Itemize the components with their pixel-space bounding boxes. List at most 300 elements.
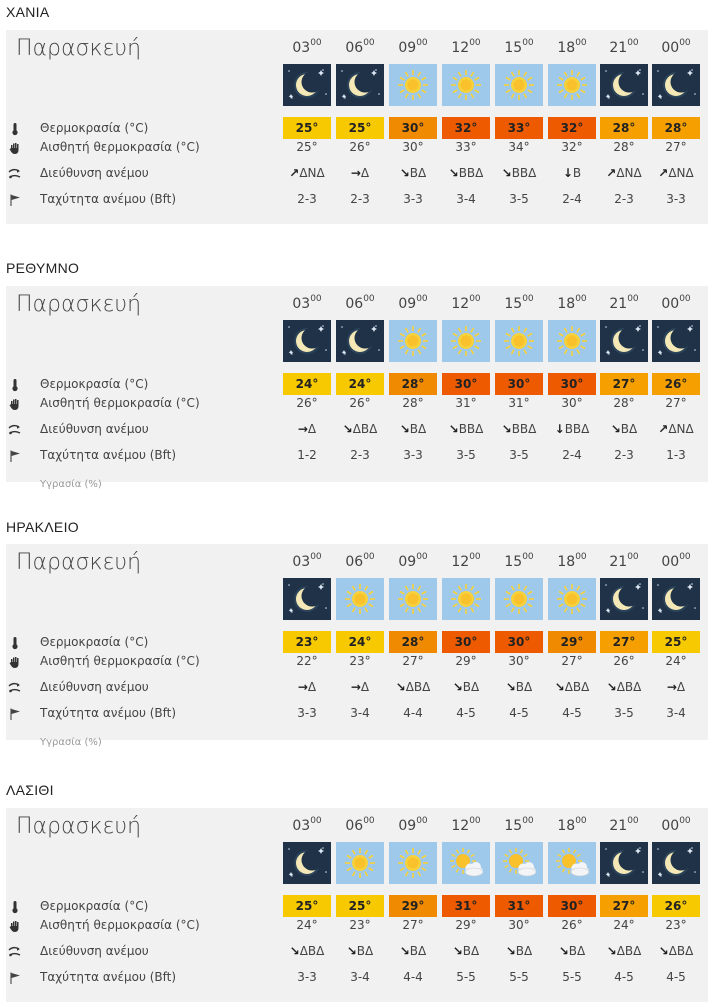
row-label-wind-direction: Διεύθυνση ανέμου	[40, 680, 149, 694]
hour-value: 00	[661, 40, 680, 56]
sun-icon	[495, 64, 543, 106]
minute-value: 00	[522, 816, 534, 826]
hand-icon	[8, 141, 22, 155]
hour-value: 18	[557, 40, 576, 56]
wind-arrow-icon: ↘	[395, 680, 406, 694]
hour-value: 12	[451, 40, 470, 56]
wind-arrow-icon: ↘	[501, 166, 512, 180]
temperature-cell: 30°	[548, 373, 596, 395]
region-title: ΡΕΘΥΜΝΟ	[6, 260, 80, 276]
wind-speed-cell: 3-5	[509, 448, 529, 462]
minute-value: 00	[310, 552, 322, 562]
minute-value: 00	[416, 552, 428, 562]
flag-icon	[8, 971, 22, 985]
wind-arrow-icon: ↘	[501, 422, 512, 436]
sun-icon	[389, 320, 437, 362]
wind-direction-cell	[440, 944, 492, 958]
hour-label	[650, 554, 702, 570]
hour-value: 21	[609, 40, 628, 56]
minute-value: 00	[469, 552, 481, 562]
wind-speed-cell: 1-2	[297, 448, 317, 462]
minute-value: 00	[416, 38, 428, 48]
row-label-wind-speed: Ταχύτητα ανέμου (Bft)	[40, 706, 177, 720]
wind-speed-cell: 3-5	[614, 706, 634, 720]
temperature-cell: 24°	[336, 373, 384, 395]
temperature-cell: 25°	[283, 895, 331, 917]
wind-speed-cell: 2-3	[614, 448, 634, 462]
hour-value: 15	[504, 40, 523, 56]
hour-value: 15	[504, 554, 523, 570]
minute-value: 00	[363, 816, 375, 826]
wind-direction-text: ΒΔ	[515, 944, 533, 958]
wind-direction-text: ΔΒΔ	[405, 680, 431, 694]
feels-like-cell: 27°	[665, 140, 687, 154]
wind-direction-cell	[493, 944, 545, 958]
wind-direction-cell	[598, 680, 650, 694]
hour-label	[598, 554, 650, 570]
hour-label	[440, 40, 492, 56]
wind-direction-cell	[281, 166, 333, 180]
feels-like-cell: 32°	[561, 140, 583, 154]
wind-direction-cell	[546, 166, 598, 180]
wind-direction-cell	[598, 166, 650, 180]
moon-icon	[652, 320, 700, 362]
minute-value: 00	[363, 38, 375, 48]
wind-arrow-icon: ↗	[658, 422, 669, 436]
wind-direction-text: ΒΔ	[409, 944, 427, 958]
moon-icon	[600, 320, 648, 362]
minute-value: 00	[469, 38, 481, 48]
minute-value: 00	[310, 294, 322, 304]
row-label-temperature: Θερμοκρασία (°C)	[40, 377, 149, 391]
wind-arrow-icon: ↓	[554, 422, 565, 436]
feels-like-cell: 27°	[561, 654, 583, 668]
hour-value: 12	[451, 554, 470, 570]
feels-like-cell: 23°	[349, 918, 371, 932]
moon-icon	[283, 578, 331, 620]
hour-label	[598, 818, 650, 834]
hour-value: 18	[557, 554, 576, 570]
wind-speed-cell: 4-5	[666, 970, 686, 984]
wind-speed-cell: 3-3	[666, 192, 686, 206]
day-label: Παρασκευή	[16, 36, 142, 61]
minute-value: 00	[416, 294, 428, 304]
row-label-wind-speed: Ταχύτητα ανέμου (Bft)	[40, 192, 177, 206]
feels-like-cell: 27°	[665, 396, 687, 410]
minute-value: 00	[627, 816, 639, 826]
hour-value: 00	[661, 296, 680, 312]
wind-direction-text: Δ	[676, 680, 686, 694]
wind-direction-cell	[546, 680, 598, 694]
hour-label	[334, 818, 386, 834]
feels-like-cell: 31°	[508, 396, 530, 410]
hour-value: 12	[451, 818, 470, 834]
wind-arrow-icon: ↗	[289, 166, 300, 180]
row-label-feels-like: Αισθητή θερμοκρασία (°C)	[40, 396, 200, 410]
temperature-cell: 31°	[442, 895, 490, 917]
hour-value: 15	[504, 818, 523, 834]
hour-value: 09	[398, 554, 417, 570]
wind-speed-cell: 3-3	[297, 706, 317, 720]
wind-direction-icon	[8, 167, 22, 181]
sun-icon	[442, 578, 490, 620]
hour-value: 09	[398, 296, 417, 312]
wind-direction-cell	[440, 166, 492, 180]
feels-like-cell: 26°	[296, 396, 318, 410]
wind-arrow-icon: ↘	[452, 944, 463, 958]
wind-arrow-icon: →	[297, 422, 308, 436]
wind-direction-text: ΔΒΔ	[616, 680, 642, 694]
wind-direction-cell	[387, 166, 439, 180]
wind-arrow-icon: →	[350, 680, 361, 694]
feels-like-cell: 26°	[349, 396, 371, 410]
wind-direction-cell	[334, 944, 386, 958]
row-label-wind-direction: Διεύθυνση ανέμου	[40, 422, 149, 436]
wind-direction-cell	[440, 422, 492, 436]
wind-speed-cell: 4-4	[403, 706, 423, 720]
hour-value: 06	[345, 40, 364, 56]
minute-value: 00	[522, 294, 534, 304]
moon-icon	[283, 320, 331, 362]
hour-label	[334, 296, 386, 312]
wind-arrow-icon: ↗	[658, 166, 669, 180]
hour-label	[650, 296, 702, 312]
moon-icon	[652, 578, 700, 620]
hour-value: 09	[398, 40, 417, 56]
wind-direction-text: ΒΔ	[462, 944, 480, 958]
temperature-cell: 28°	[389, 631, 437, 653]
hour-value: 06	[345, 818, 364, 834]
wind-direction-text: ΔΝΔ	[616, 166, 642, 180]
wind-speed-cell: 2-3	[350, 192, 370, 206]
moon-icon	[600, 842, 648, 884]
wind-arrow-icon: →	[297, 680, 308, 694]
wind-direction-text: Δ	[307, 680, 317, 694]
feels-like-cell: 24°	[296, 918, 318, 932]
wind-arrow-icon: ↘	[558, 944, 569, 958]
wind-speed-cell: 3-3	[297, 970, 317, 984]
wind-arrow-icon: ↘	[610, 422, 621, 436]
hour-label	[387, 40, 439, 56]
flag-icon	[8, 707, 22, 721]
wind-arrow-icon: ↗	[606, 166, 617, 180]
wind-speed-cell: 4-5	[562, 706, 582, 720]
wind-direction-cell	[493, 422, 545, 436]
wind-direction-text: ΒΒΔ	[458, 422, 484, 436]
minute-value: 00	[310, 816, 322, 826]
hour-value: 03	[292, 296, 311, 312]
minute-value: 00	[469, 294, 481, 304]
feels-like-cell: 30°	[402, 140, 424, 154]
temperature-cell: 32°	[548, 117, 596, 139]
temperature-cell: 30°	[442, 373, 490, 395]
wind-arrow-icon: ↘	[342, 422, 353, 436]
wind-direction-icon	[8, 681, 22, 695]
hour-label	[598, 296, 650, 312]
sun-icon	[495, 578, 543, 620]
minute-value: 00	[416, 816, 428, 826]
feels-like-cell: 27°	[402, 654, 424, 668]
thermometer-icon	[8, 122, 22, 136]
hour-label	[334, 40, 386, 56]
wind-arrow-icon: ↘	[399, 944, 410, 958]
wind-direction-cell	[598, 422, 650, 436]
hour-label	[493, 818, 545, 834]
minute-value: 00	[679, 552, 691, 562]
wind-arrow-icon: ↘	[448, 166, 459, 180]
temperature-cell: 29°	[548, 631, 596, 653]
feels-like-cell: 24°	[665, 654, 687, 668]
feels-like-cell: 31°	[455, 396, 477, 410]
hand-icon	[8, 655, 22, 669]
wind-direction-text: ΒΒΔ	[458, 166, 484, 180]
sun-cloud-icon	[495, 842, 543, 884]
feels-like-cell: 23°	[665, 918, 687, 932]
minute-value: 00	[363, 294, 375, 304]
wind-arrow-icon: ↘	[399, 422, 410, 436]
minute-value: 00	[679, 38, 691, 48]
temperature-cell: 26°	[652, 895, 700, 917]
sun-cloud-icon	[548, 842, 596, 884]
sun-cloud-icon	[442, 842, 490, 884]
wind-direction-cell	[387, 680, 439, 694]
feels-like-cell: 28°	[613, 140, 635, 154]
feels-like-cell: 22°	[296, 654, 318, 668]
hour-label	[546, 554, 598, 570]
wind-arrow-icon: ↘	[658, 944, 669, 958]
wind-arrow-icon: ↘	[505, 944, 516, 958]
temperature-cell: 27°	[600, 895, 648, 917]
hour-value: 09	[398, 818, 417, 834]
moon-icon	[336, 64, 384, 106]
moon-icon	[336, 320, 384, 362]
wind-direction-text: ΔΒΔ	[616, 944, 642, 958]
wind-direction-text: ΒΔ	[568, 944, 586, 958]
temperature-cell: 28°	[389, 373, 437, 395]
thermometer-icon	[8, 900, 22, 914]
wind-arrow-icon: ↘	[452, 680, 463, 694]
row-label-humidity-partial: Υγρασία (%)	[40, 479, 102, 490]
wind-direction-cell	[546, 422, 598, 436]
minute-value: 00	[522, 38, 534, 48]
wind-direction-text: ΔΝΔ	[299, 166, 325, 180]
hour-label	[281, 296, 333, 312]
temperature-cell: 27°	[600, 631, 648, 653]
temperature-cell: 24°	[283, 373, 331, 395]
feels-like-cell: 26°	[613, 654, 635, 668]
wind-direction-text: Δ	[360, 166, 370, 180]
feels-like-cell: 34°	[508, 140, 530, 154]
temperature-cell: 25°	[336, 117, 384, 139]
hour-value: 21	[609, 296, 628, 312]
wind-direction-text: ΔΒΔ	[564, 680, 590, 694]
feels-like-cell: 27°	[402, 918, 424, 932]
wind-direction-cell	[598, 944, 650, 958]
wind-direction-cell	[281, 422, 333, 436]
sun-icon	[442, 64, 490, 106]
minute-value: 00	[627, 294, 639, 304]
wind-speed-cell: 3-4	[666, 706, 686, 720]
wind-arrow-icon: ↓	[562, 166, 573, 180]
wind-direction-text: ΔΝΔ	[668, 166, 694, 180]
temperature-cell: 27°	[600, 373, 648, 395]
temperature-cell: 33°	[495, 117, 543, 139]
row-label-feels-like: Αισθητή θερμοκρασία (°C)	[40, 654, 200, 668]
wind-speed-cell: 2-4	[562, 448, 582, 462]
minute-value: 00	[575, 816, 587, 826]
hour-label	[281, 554, 333, 570]
wind-direction-cell	[387, 422, 439, 436]
temperature-cell: 28°	[652, 117, 700, 139]
temperature-cell: 25°	[336, 895, 384, 917]
hour-label	[650, 818, 702, 834]
wind-direction-text: ΔΒΔ	[352, 422, 378, 436]
moon-icon	[600, 578, 648, 620]
feels-like-cell: 23°	[349, 654, 371, 668]
forecast-panel	[6, 544, 708, 748]
temperature-cell: 23°	[283, 631, 331, 653]
row-label-humidity-partial: Υγρασία (%)	[40, 737, 102, 748]
temperature-cell: 25°	[283, 117, 331, 139]
temperature-cell: 30°	[548, 895, 596, 917]
hour-value: 18	[557, 818, 576, 834]
minute-value: 00	[575, 38, 587, 48]
feels-like-cell: 30°	[561, 396, 583, 410]
minute-value: 00	[522, 552, 534, 562]
sun-icon	[389, 578, 437, 620]
feels-like-cell: 28°	[613, 396, 635, 410]
wind-arrow-icon: ↘	[448, 422, 459, 436]
temperature-cell: 31°	[495, 895, 543, 917]
wind-direction-cell	[440, 680, 492, 694]
thermometer-icon	[8, 378, 22, 392]
sun-icon	[389, 64, 437, 106]
wind-direction-text: ΔΒΔ	[299, 944, 325, 958]
wind-speed-cell: 2-4	[562, 192, 582, 206]
minute-value: 00	[627, 552, 639, 562]
hand-icon	[8, 397, 22, 411]
minute-value: 00	[310, 38, 322, 48]
hour-value: 21	[609, 554, 628, 570]
hour-label	[493, 296, 545, 312]
sun-icon	[336, 578, 384, 620]
hour-value: 00	[661, 818, 680, 834]
wind-speed-cell: 1-3	[666, 448, 686, 462]
row-label-temperature: Θερμοκρασία (°C)	[40, 635, 149, 649]
wind-direction-text: ΒΔ	[409, 166, 427, 180]
temperature-cell: 30°	[495, 373, 543, 395]
temperature-cell: 32°	[442, 117, 490, 139]
sun-icon	[442, 320, 490, 362]
wind-direction-cell	[334, 680, 386, 694]
wind-speed-cell: 2-3	[297, 192, 317, 206]
minute-value: 00	[575, 294, 587, 304]
row-label-feels-like: Αισθητή θερμοκρασία (°C)	[40, 918, 200, 932]
forecast-panel	[6, 30, 708, 224]
wind-direction-text: ΒΔ	[620, 422, 638, 436]
hour-label	[546, 40, 598, 56]
temperature-cell: 30°	[442, 631, 490, 653]
hour-label	[387, 296, 439, 312]
feels-like-cell: 29°	[455, 918, 477, 932]
wind-direction-cell	[493, 680, 545, 694]
wind-direction-cell	[334, 166, 386, 180]
minute-value: 00	[679, 816, 691, 826]
wind-arrow-icon: →	[350, 166, 361, 180]
hour-value: 21	[609, 818, 628, 834]
temperature-cell: 30°	[495, 631, 543, 653]
hour-label	[493, 40, 545, 56]
feels-like-cell: 29°	[455, 654, 477, 668]
hour-label	[493, 554, 545, 570]
row-label-feels-like: Αισθητή θερμοκρασία (°C)	[40, 140, 200, 154]
wind-speed-cell: 5-5	[456, 970, 476, 984]
minute-value: 00	[363, 552, 375, 562]
minute-value: 00	[575, 552, 587, 562]
hour-value: 18	[557, 296, 576, 312]
forecast-panel	[6, 808, 708, 1002]
wind-direction-cell	[387, 944, 439, 958]
feels-like-cell: 28°	[402, 396, 424, 410]
row-label-wind-speed: Ταχύτητα ανέμου (Bft)	[40, 448, 177, 462]
wind-speed-cell: 3-3	[403, 448, 423, 462]
row-label-temperature: Θερμοκρασία (°C)	[40, 899, 149, 913]
hour-value: 06	[345, 296, 364, 312]
region-title: ΗΡΑΚΛΕΙΟ	[6, 519, 79, 535]
feels-like-cell: 30°	[508, 654, 530, 668]
hour-label	[546, 296, 598, 312]
day-label: Παρασκευή	[16, 550, 142, 575]
wind-direction-text: ΒΒΔ	[511, 166, 537, 180]
sun-icon	[495, 320, 543, 362]
hour-label	[281, 818, 333, 834]
wind-direction-cell	[650, 944, 702, 958]
wind-direction-text: Β	[572, 166, 582, 180]
flag-icon	[8, 449, 22, 463]
hour-label	[440, 554, 492, 570]
wind-direction-cell	[334, 422, 386, 436]
sun-icon	[389, 842, 437, 884]
wind-arrow-icon: ↘	[346, 944, 357, 958]
moon-icon	[652, 842, 700, 884]
wind-direction-cell	[281, 680, 333, 694]
moon-icon	[283, 842, 331, 884]
wind-speed-cell: 3-5	[456, 448, 476, 462]
hand-icon	[8, 919, 22, 933]
hour-label	[334, 554, 386, 570]
moon-icon	[652, 64, 700, 106]
row-label-temperature: Θερμοκρασία (°C)	[40, 121, 149, 135]
wind-direction-text: ΒΒΔ	[511, 422, 537, 436]
wind-direction-text: ΔΝΔ	[668, 422, 694, 436]
sun-icon	[336, 842, 384, 884]
wind-arrow-icon: ↘	[554, 680, 565, 694]
forecast-panel	[6, 286, 708, 490]
wind-speed-cell: 4-5	[509, 706, 529, 720]
wind-direction-cell	[650, 680, 702, 694]
hour-label	[650, 40, 702, 56]
row-label-wind-direction: Διεύθυνση ανέμου	[40, 944, 149, 958]
wind-speed-cell: 4-5	[456, 706, 476, 720]
hour-label	[440, 818, 492, 834]
wind-arrow-icon: ↘	[289, 944, 300, 958]
wind-direction-text: ΒΒΔ	[564, 422, 590, 436]
wind-direction-text: ΒΔ	[356, 944, 374, 958]
wind-arrow-icon: →	[666, 680, 677, 694]
hour-value: 00	[661, 554, 680, 570]
temperature-cell: 28°	[600, 117, 648, 139]
day-label: Παρασκευή	[16, 814, 142, 839]
